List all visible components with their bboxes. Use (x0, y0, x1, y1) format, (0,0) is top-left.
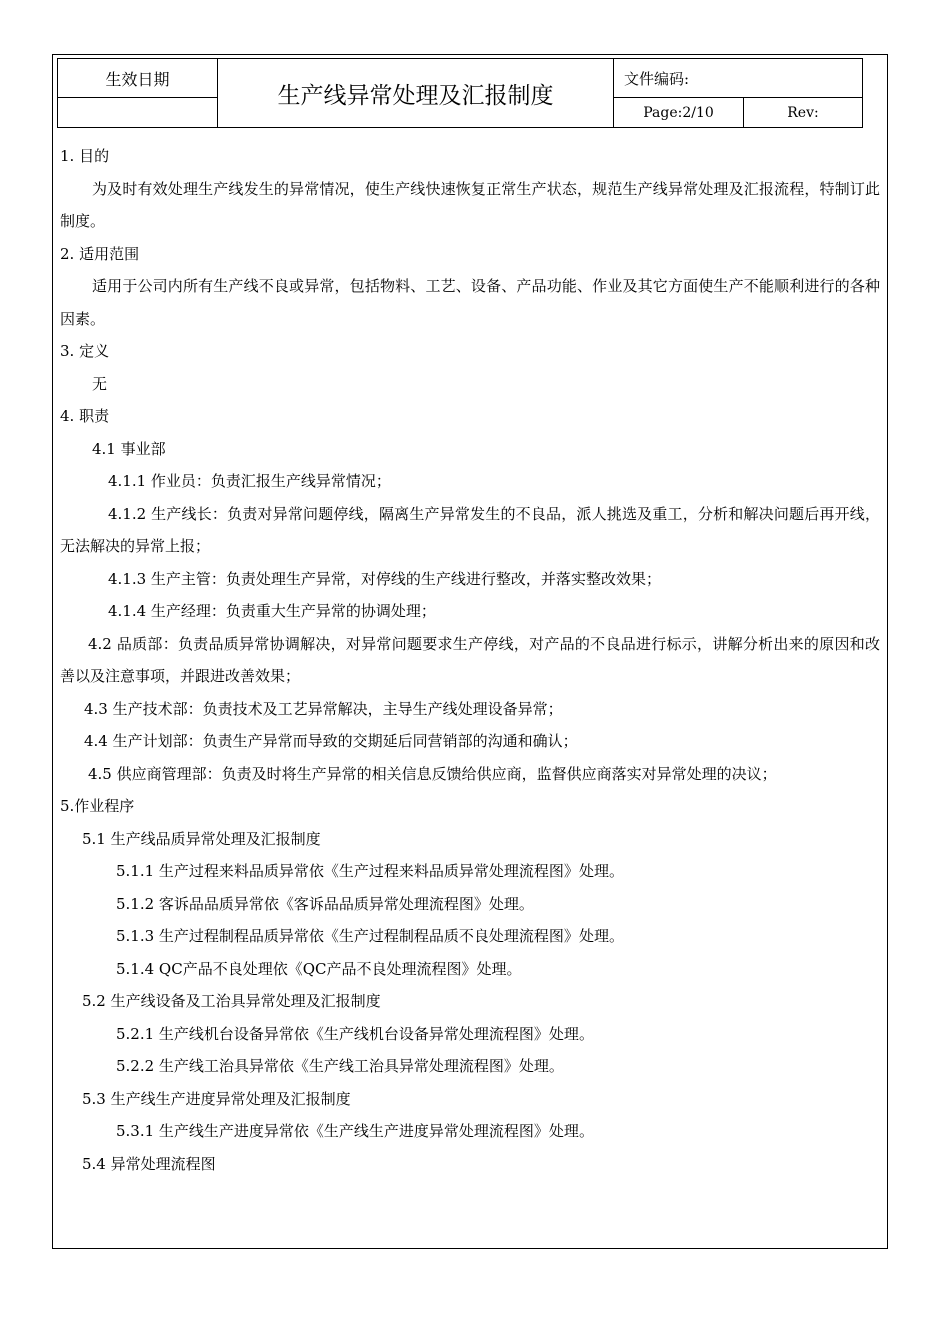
section-5-1: 5.1 生产线品质异常处理及汇报制度 (82, 829, 321, 848)
effective-date-label: 生效日期 (57, 58, 218, 98)
section-5-2-1: 5.2.1 生产线机台设备异常依《生产线机台设备异常处理流程图》处理。 (116, 1024, 594, 1043)
section-3-heading: 3. 定义 (60, 342, 110, 360)
section-4-3: 4.3 生产技术部：负责技术及工艺异常解决，主导生产线处理设备异常； (84, 699, 563, 718)
section-4-1: 4.1 事业部 (92, 439, 166, 458)
section-5-1-2: 5.1.2 客诉品品质异常依《客诉品品质异常处理流程图》处理。 (116, 894, 534, 913)
section-5-4: 5.4 异常处理流程图 (82, 1154, 216, 1173)
section-4-1-2: 4.1.2 生产线长：负责对异常问题停线，隔离生产异常发生的不良品，派人挑选及重工，分析和解决问题后再开线，无法解决的异常上报； (60, 504, 880, 555)
section-4-2: 4.2 品质部：负责品质异常协调解决，对异常问题要求生产停线，对产品的不良品进行标示，讲解分析出来的原因和改善以及注意事项，并跟进改善效果； (60, 634, 880, 685)
section-5-2-2: 5.2.2 生产线工治具异常依《生产线工治具异常处理流程图》处理。 (116, 1057, 564, 1075)
document-header-table (57, 58, 863, 128)
section-5-1-4: 5.1.4 QC产品不良处理依《QC产品不良处理流程图》处理。 (116, 959, 522, 978)
section-4-4: 4.4 生产计划部：负责生产异常而导致的交期延后同营销部的沟通和确认； (84, 732, 578, 750)
revision: Rev: (743, 97, 863, 128)
section-1-heading: 1. 目的 (60, 147, 110, 165)
effective-date-value (57, 97, 218, 128)
section-4-5: 4.5 供应商管理部：负责及时将生产异常的相关信息反馈给供应商，监督供应商落实对异常处理的决议； (88, 764, 777, 783)
section-5-3-1: 5.3.1 生产线生产进度异常依《生产线生产进度异常处理流程图》处理。 (116, 1122, 594, 1140)
section-4-1-1: 4.1.1 作业员：负责汇报生产线异常情况； (108, 472, 391, 490)
section-1-body: 为及时有效处理生产线发生的异常情况，使生产线快速恢复正常生产状态，规范生产线异常处理及汇报流程，特制订此制度。 (60, 179, 880, 230)
section-5-1-3: 5.1.3 生产过程制程品质异常依《生产过程制程品质不良处理流程图》处理。 (116, 927, 624, 945)
section-5-2: 5.2 生产线设备及工治具异常处理及汇报制度 (82, 992, 381, 1010)
section-5-heading: 5.作业程序 (60, 797, 135, 815)
section-4-1-3: 4.1.3 生产主管：负责处理生产异常，对停线的生产线进行整改，并落实整改效果； (108, 569, 661, 588)
section-2-heading: 2. 适用范围 (60, 244, 140, 263)
document-code-label: 文件编码: (613, 58, 863, 98)
document-body (60, 140, 880, 1180)
section-5-1-1: 5.1.1 生产过程来料品质异常依《生产过程来料品质异常处理流程图》处理。 (116, 862, 624, 880)
section-3-body: 无 (92, 374, 108, 393)
section-5-3: 5.3 生产线生产进度异常处理及汇报制度 (82, 1089, 351, 1108)
section-4-heading: 4. 职责 (60, 407, 110, 425)
section-2-body: 适用于公司内所有生产线不良或异常，包括物料、工艺、设备、产品功能、作业及其它方面使生产不能顺利进行的各种因素。 (60, 277, 880, 328)
page-number: Page:2/10 (613, 97, 744, 128)
document-title: 生产线异常处理及汇报制度 (217, 58, 614, 128)
section-4-1-4: 4.1.4 生产经理：负责重大生产异常的协调处理； (108, 602, 436, 620)
